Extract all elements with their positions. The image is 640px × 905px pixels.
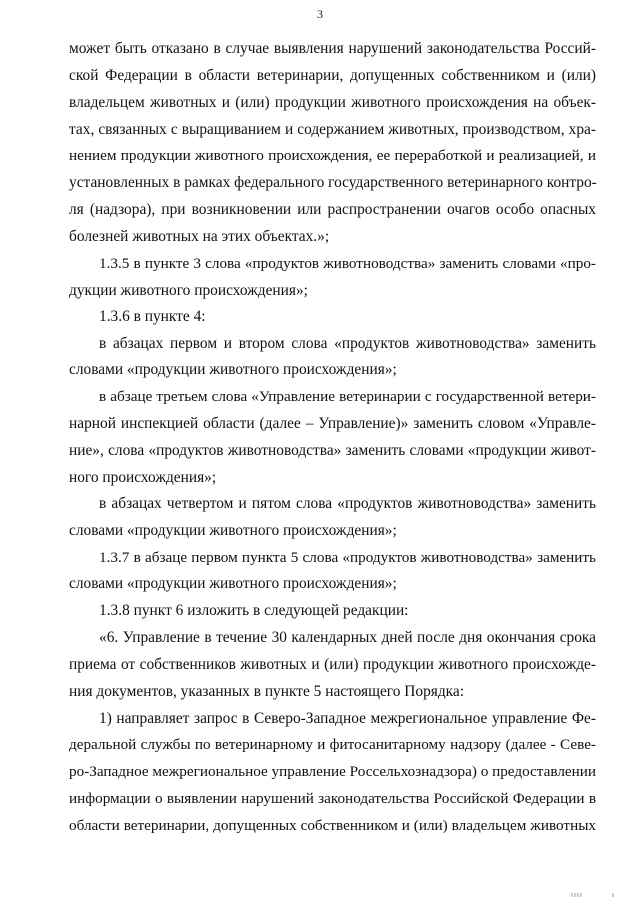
text-line: ного происхождения»;: [69, 469, 217, 486]
text-line: в абзацах первом и втором слова «продуктов животноводства» заменить: [99, 335, 596, 352]
scan-mark: ıııı: [571, 891, 583, 899]
text-line: 1) направляет запрос в Северо-Западное межрегиональное управление Фе-: [99, 710, 596, 727]
text-line: ния документов, указанных в пункте 5 настоящего Порядка:: [69, 683, 465, 700]
text-line: 1.3.8 пункт 6 изложить в следующей редакции:: [99, 602, 409, 619]
text-line: в абзаце третьем слова «Управление ветеринарии с государственной ветери-: [99, 388, 596, 405]
scan-mark: ı: [612, 891, 615, 899]
text-line: ние», слова «продуктов животноводства» заменить словами «продукции живот-: [69, 442, 596, 459]
text-line: ской Федерации в области ветеринарии, допущенных собственником и (или): [69, 67, 596, 84]
text-line: болезней животных на этих объектах.»;: [69, 228, 330, 245]
text-line: ро-Западное межрегиональное управление Россельхознадзора) о предоставлении: [69, 763, 597, 780]
text-line: владельцем животных и (или) продукции животного происхождения на объек-: [69, 94, 596, 111]
text-line: 1.3.5 в пункте 3 слова «продуктов животноводства» заменить словами «про-: [99, 255, 596, 272]
text-line: 1.3.6 в пункте 4:: [99, 308, 206, 325]
text-line: приема от собственников животных и (или) продукции животного происхожде-: [69, 656, 596, 673]
page-number: 3: [317, 7, 323, 21]
text-line: 1.3.7 в абзаце первом пункта 5 слова «продуктов животноводства» заменить: [99, 549, 596, 566]
text-line: в абзацах четвертом и пятом слова «продуктов животноводства» заменить: [99, 495, 596, 512]
text-line: области ветеринарии, допущенных собственником и (или) владельцем животных: [69, 817, 596, 834]
text-line: ля (надзора), при возникновении или распространении очагов особо опасных: [69, 201, 596, 218]
text-line: установленных в рамках федерального государственного ветеринарного контро-: [69, 174, 597, 191]
text-line: словами «продукции животного происхождения»;: [69, 361, 397, 378]
text-line: информации о выявлении нарушений законодательства Российской Федерации в: [69, 790, 596, 807]
text-line: тах, связанных с выращиванием и содержанием животных, производством, хра-: [69, 121, 596, 138]
text-line: нением продукции животного происхождения, ее переработкой и реализацией, и: [69, 147, 596, 164]
text-line: словами «продукции животного происхождения»;: [69, 522, 397, 539]
text-line: деральной службы по ветеринарному и фитосанитарному надзору (далее - Севе-: [69, 736, 596, 753]
text-line: словами «продукции животного происхождения»;: [69, 575, 397, 592]
text-line: может быть отказано в случае выявления нарушений законодательства Россий-: [69, 40, 596, 57]
text-line: нарной инспекцией области (далее – Управление)» заменить словом «Управле-: [69, 415, 596, 432]
text-line: дукции животного происхождения»;: [69, 282, 308, 299]
text-line: «6. Управление в течение 30 календарных дней после дня окончания срока: [99, 629, 596, 646]
